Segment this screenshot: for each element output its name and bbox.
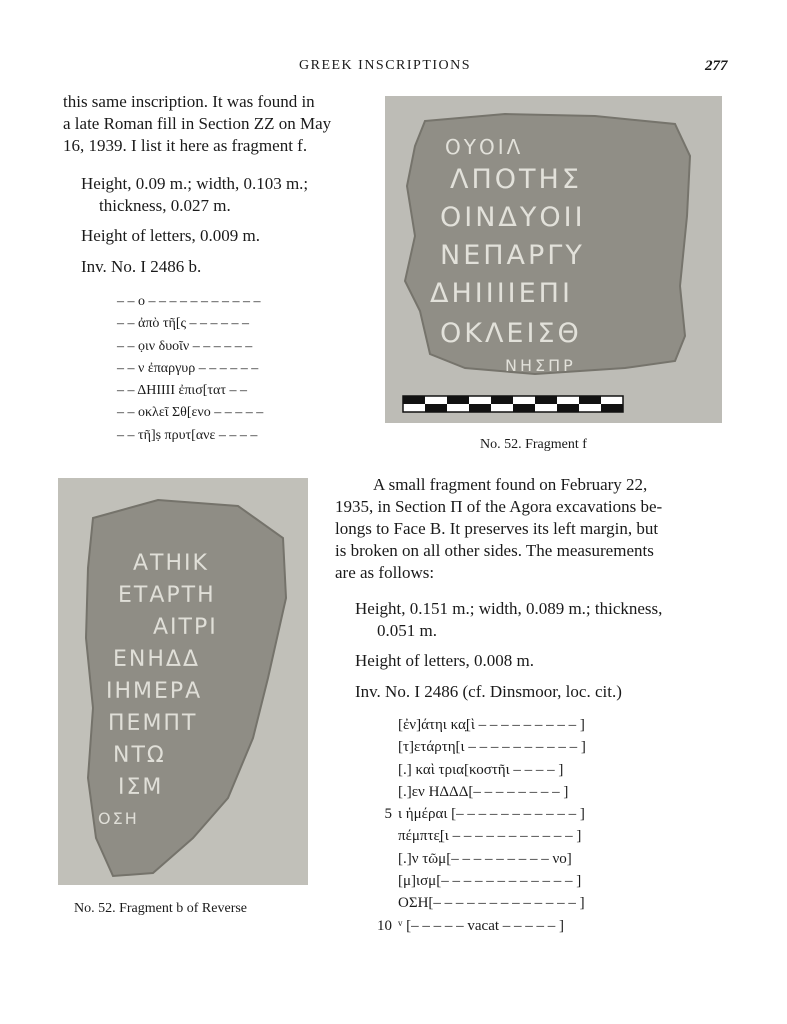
running-head — [0, 58, 787, 78]
description-line: are as follows: — [335, 563, 435, 582]
transcription-row — [398, 825, 586, 847]
frag-b-dims-2: 0.051 m. — [377, 621, 437, 640]
fragment-b-caption: No. 52. Fragment b of Reverse — [74, 901, 248, 916]
frag-b-dims-1: Height, 0.151 m.; width, 0.089 m.; thickness, — [355, 599, 663, 618]
stone-text-line: ΑΤΗΙΚ — [133, 551, 209, 576]
stone-text-line: ΙΣΜ — [118, 775, 164, 800]
stone-text-line: ΕΤΑΡΤΗ — [118, 583, 216, 608]
line-number: 5 — [384, 806, 392, 823]
fragment-b-stone-image — [58, 478, 308, 885]
description-line: 1935, in Section Π of the Agora excavations be- — [335, 497, 663, 516]
transcription-row — [398, 892, 586, 914]
stone-text-line: ΟΥΟΙΛ — [445, 135, 524, 159]
fragment-b-photo — [58, 478, 308, 885]
transcription-row — [398, 759, 586, 781]
transcription-row — [398, 714, 586, 736]
stone-text-line: ΝΤΩ — [113, 743, 166, 768]
frag-b-transcription — [377, 714, 586, 937]
description-line: is broken on all other sides. The measurements — [335, 541, 654, 560]
frag-b-letter-height: Height of letters, 0.008 m. — [355, 651, 534, 670]
frag-b-inventory: Inv. No. I 2486 (cf. Dinsmoor, loc. cit.) — [355, 682, 622, 701]
stone-text-line: ΠΕΜΠΤ — [108, 711, 198, 736]
stone-text-line: ΑΙΤΡΙ — [153, 615, 218, 640]
page-number: 277 — [705, 58, 728, 74]
transcription-line: [τ]ετάρτη[ι – – – – – – – – – – ] — [398, 739, 586, 756]
stone-text-line: ΕΝΗΔΔ — [113, 647, 200, 672]
transcription-row — [398, 781, 586, 803]
transcription-line: [.]εν ΗΔΔΔ[– – – – – – – – ] — [398, 783, 569, 800]
stone-text-line: ΔΗΙΙΙΙΕΠΙ — [430, 278, 573, 309]
transcription-line: – – οκλεῖ Σθ[ενο – – – – – — [117, 405, 264, 421]
transcription-line: [ἐν]άτηι κα̣[ὶ – – – – – – – – – ] — [398, 717, 585, 733]
stone-text-line: ΟΙΝΔΥΟΙΙ — [440, 202, 586, 233]
frag-f-transcription — [117, 291, 263, 447]
line-number: 10 — [377, 917, 392, 934]
transcription-line: ᵛ [– – – – – vacat – – – – – ] — [398, 917, 565, 934]
intro-line: a late Roman fill in Section ZZ on May — [63, 114, 332, 133]
description-line: longs to Face B. It preserves its left margin, but — [335, 519, 659, 538]
running-title: GREEK INSCRIPTIONS — [299, 58, 472, 73]
stone-text-line: ΝΗΣΠΡ — [505, 356, 576, 375]
intro-line: this same inscription. It was found in — [63, 92, 315, 111]
transcription-line: [μ]ισμ[– – – – – – – – – – – – ] — [398, 873, 582, 890]
transcription-line: – – ọιν δυοῖν – – – – – – — [117, 338, 253, 354]
frag-f-dims-1: Height, 0.09 m.; width, 0.103 m.; — [81, 174, 309, 193]
transcription-row — [384, 803, 586, 825]
transcription-line: ΟΣΗ[– – – – – – – – – – – – – ] — [398, 895, 585, 912]
transcription-row — [377, 915, 586, 937]
intro-paragraph — [63, 91, 371, 157]
transcription-row — [398, 870, 586, 892]
stone-text-line: ΝΕΠΑΡΓΥ — [440, 240, 585, 271]
transcription-line: [.]ν τῶμ[– – – – – – – – – νο] — [398, 850, 572, 867]
transcription-line: – – τῆ]ṣ πρυτ[ανε – – – – — [117, 427, 258, 443]
fragment-f-photo — [385, 96, 722, 423]
frag-f-dims-2: thickness, 0.027 m. — [99, 196, 231, 215]
frag-b-description — [335, 474, 662, 584]
stone-text-line: ΟΣΗ — [98, 809, 139, 828]
stone-text-line: ΙΗΜΕΡΑ — [106, 679, 203, 704]
transcription-line: [.] καὶ τρια[κοστῆι – – – – ] — [398, 761, 564, 778]
fragment-f-stone-image — [385, 96, 722, 423]
transcription-line: – – ἀπὸ τῆ[ς – – – – – – — [117, 316, 250, 332]
fragment-f-caption: No. 52. Fragment f — [480, 437, 587, 452]
transcription-row — [398, 736, 586, 758]
transcription-line: – – ο – – – – – – – – – – – — [117, 294, 261, 309]
transcription-line: ι ἡμέραι [– – – – – – – – – – – ] — [398, 806, 585, 823]
transcription-line: – – ν ἐπαργυρ – – – – – – — [117, 360, 259, 376]
transcription-line: – – ΔΗΙΙΙΙ ἐπισ[τατ – – — [117, 383, 247, 399]
frag-f-inventory: Inv. No. I 2486 b. — [81, 257, 202, 276]
scale-bar — [403, 396, 623, 412]
frag-f-letter-height: Height of letters, 0.009 m. — [81, 226, 260, 245]
transcription-line: πέμπτε̣[ι – – – – – – – – – – – ] — [398, 828, 582, 845]
stone-text-line: ΟΚΛΕΙΣΘ — [440, 318, 582, 349]
intro-line: 16, 1939. I list it here as fragment f. — [63, 136, 308, 155]
transcription-row — [398, 848, 586, 870]
description-line: A small fragment found on February 22, — [373, 475, 648, 494]
stone-text-line: ΛΠΟΤΗΣ — [450, 164, 582, 195]
